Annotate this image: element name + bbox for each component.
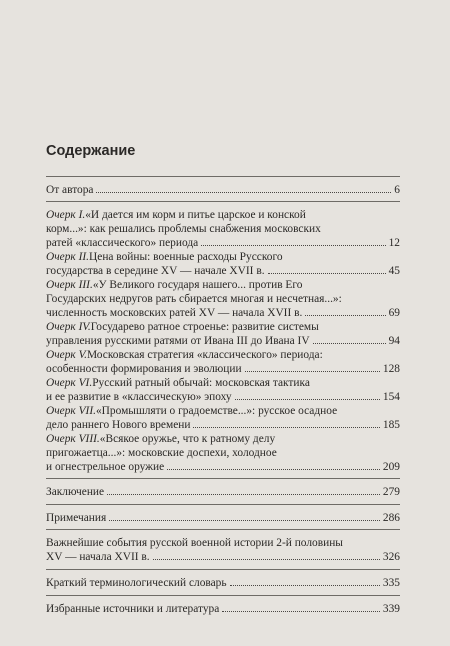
- toc-entry: [46, 569, 400, 590]
- toc-line-text: Избранные источники и литература: [46, 603, 220, 615]
- toc-line: [46, 183, 400, 197]
- toc-line-text: численность московских ратей XV — начала XVII в.: [46, 307, 303, 319]
- page-number: 6: [394, 184, 400, 196]
- toc-line-text: Государских недругов рать сбирается многая и несчетная...»:: [46, 293, 342, 305]
- toc-line: [46, 292, 400, 306]
- toc-line-text: Примечания: [46, 512, 107, 524]
- toc-line-text: и ее развитие в «классическую» эпоху: [46, 391, 232, 403]
- toc-entry: [46, 250, 400, 278]
- toc-line-text: Русский ратный обычай: московская тактика: [92, 377, 310, 389]
- dot-leader: [305, 315, 385, 316]
- toc-entry: [46, 432, 400, 474]
- dot-leader: [313, 343, 386, 344]
- page-number: 279: [382, 486, 400, 498]
- essay-number: Очерк IV.: [46, 321, 91, 333]
- dot-leader: [153, 559, 380, 560]
- toc-line-text: XV — начала XVII в.: [46, 551, 150, 563]
- toc-line: [46, 511, 400, 525]
- toc-line: [46, 306, 400, 320]
- dot-leader: [245, 371, 380, 372]
- dot-leader: [222, 611, 380, 612]
- page-number: 326: [382, 551, 400, 563]
- toc-entry: [46, 529, 400, 564]
- toc-line-text: Цена войны: военные расходы Русского: [89, 251, 283, 263]
- toc-line-text: Московская стратегия «классического» периода:: [86, 349, 323, 361]
- toc-line: [46, 222, 400, 236]
- essay-number: Очерк V.: [46, 349, 87, 361]
- toc-line: [46, 576, 400, 590]
- toc-entry: [46, 176, 400, 197]
- page-number: 185: [382, 419, 400, 431]
- dot-leader: [235, 399, 380, 400]
- essay-number: Очерк I.: [46, 209, 86, 221]
- toc-line-text: «Промышляти о градоемстве...»: русское осадное: [95, 405, 338, 417]
- toc-entry: [46, 595, 400, 616]
- toc-line-text: «Всякое оружье, что к ратному делу: [99, 433, 276, 445]
- toc-line-text: ратей «классического» периода: [46, 237, 199, 249]
- toc-line-text: «У Великого государя нашего... против Его: [92, 279, 303, 291]
- toc-line: [46, 485, 400, 499]
- table-of-contents: [46, 176, 400, 616]
- toc-line-text: Краткий терминологический словарь: [46, 577, 227, 589]
- toc-line: [46, 236, 400, 250]
- toc-line: [46, 376, 400, 390]
- toc-line-text: От автора: [46, 184, 94, 196]
- toc-entry: [46, 278, 400, 320]
- dot-leader: [230, 585, 380, 586]
- toc-line: [46, 446, 400, 460]
- page-number: 209: [382, 461, 400, 473]
- toc-line: [46, 208, 400, 222]
- dot-leader: [109, 520, 380, 521]
- page-number: 69: [388, 307, 400, 319]
- toc-line: [46, 362, 400, 376]
- toc-entry: [46, 320, 400, 348]
- toc-line: [46, 348, 400, 362]
- toc-line: [46, 550, 400, 564]
- page-number: 45: [388, 265, 400, 277]
- toc-line: [46, 460, 400, 474]
- toc-line-text: «И дается им корм и питье царское и конской: [85, 209, 306, 221]
- toc-line: [46, 320, 400, 334]
- toc-line-text: Важнейшие события русской военной истории 2-й половины: [46, 537, 343, 549]
- page-number: 94: [388, 335, 400, 347]
- toc-line: [46, 250, 400, 264]
- toc-entry: [46, 478, 400, 499]
- toc-line-text: пригожаетца...»: московские доспехи, холодное: [46, 447, 277, 459]
- toc-line: [46, 418, 400, 432]
- toc-line: [46, 536, 400, 550]
- essay-number: Очерк II.: [46, 251, 90, 263]
- dot-leader: [167, 469, 380, 470]
- toc-line-text: и огнестрельное оружие: [46, 461, 165, 473]
- dot-leader: [201, 245, 385, 246]
- toc-line: [46, 390, 400, 404]
- dot-leader: [193, 427, 379, 428]
- toc-entry: [46, 201, 400, 250]
- page-number: 335: [382, 577, 400, 589]
- page-number: 12: [388, 237, 400, 249]
- toc-line-text: государства в середине XV — начале XVII в.: [46, 265, 265, 277]
- page-number: 286: [382, 512, 400, 524]
- toc-line: [46, 334, 400, 348]
- page-number: 128: [382, 363, 400, 375]
- toc-line-text: корм...»: как решались проблемы снабжения московских: [46, 223, 321, 235]
- essay-number: Очерк VI.: [46, 377, 93, 389]
- page-title: Содержание: [46, 143, 136, 159]
- toc-line-text: управления русскими ратями от Ивана III до Ивана IV: [46, 335, 310, 347]
- dot-leader: [107, 494, 380, 495]
- dot-leader: [96, 192, 391, 193]
- essay-number: Очерк VIII.: [46, 433, 100, 445]
- toc-line-text: дело раннего Нового времени: [46, 419, 191, 431]
- essay-number: Очерк VII.: [46, 405, 96, 417]
- dot-leader: [268, 273, 386, 274]
- toc-line-text: особенности формирования и эволюции: [46, 363, 242, 375]
- page-number: 339: [382, 603, 400, 615]
- toc-line-text: Заключение: [46, 486, 105, 498]
- toc-line: [46, 432, 400, 446]
- toc-entry: [46, 504, 400, 525]
- toc-entry: [46, 404, 400, 432]
- toc-entry: [46, 376, 400, 404]
- toc-line: [46, 264, 400, 278]
- toc-line: [46, 404, 400, 418]
- toc-line: [46, 278, 400, 292]
- toc-line: [46, 602, 400, 616]
- page-number: 154: [382, 391, 400, 403]
- toc-entry: [46, 348, 400, 376]
- essay-number: Очерк III.: [46, 279, 93, 291]
- toc-line-text: Государево ратное строенье: развитие системы: [90, 321, 319, 333]
